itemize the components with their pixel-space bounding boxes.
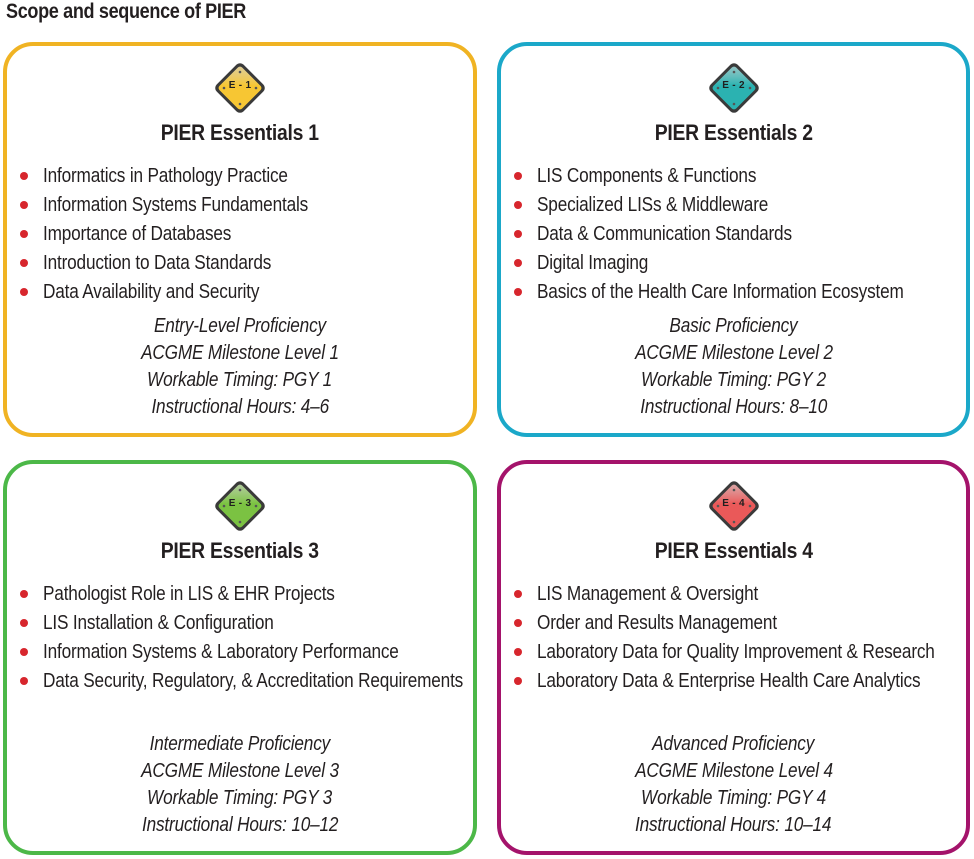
list-item (511, 221, 960, 248)
card-title (7, 538, 473, 564)
milestone-text: ACGME Milestone Level 4 (634, 760, 833, 782)
list-item (17, 581, 467, 608)
timing-text: Workable Timing: PGY 4 (640, 787, 827, 809)
proficiency-line (7, 313, 473, 340)
hours-line (501, 394, 966, 421)
proficiency-text: Intermediate Proficiency (149, 733, 331, 755)
bullet-dot-icon (514, 677, 522, 685)
topic-list (17, 581, 467, 697)
milestone-line (7, 340, 473, 367)
bullet-dot-icon (20, 677, 28, 685)
bullet-dot-icon (20, 172, 28, 180)
list-item (17, 279, 467, 306)
hours-line (7, 394, 473, 421)
card-title-text: PIER Essentials 1 (160, 120, 320, 145)
badge-4 (704, 476, 764, 536)
timing-line (7, 367, 473, 394)
badge-3 (210, 476, 270, 536)
card-essentials-2 (497, 42, 970, 437)
list-item-text: Information Systems Fundamentals (43, 194, 309, 216)
list-item (17, 250, 467, 277)
proficiency-info (7, 313, 473, 421)
list-item-text: LIS Installation & Configuration (43, 612, 274, 634)
badge-label: E - 1 (228, 80, 252, 91)
topic-list (511, 581, 960, 697)
list-item (511, 279, 960, 306)
card-title (7, 120, 473, 146)
proficiency-line (501, 731, 966, 758)
card-title (501, 538, 966, 564)
timing-text: Workable Timing: PGY 3 (147, 787, 333, 809)
list-item-text: Data & Communication Standards (537, 223, 792, 245)
list-item-text: Basics of the Health Care Information Ecosystem (537, 281, 904, 303)
bullet-dot-icon (20, 590, 28, 598)
milestone-text: ACGME Milestone Level 2 (634, 342, 833, 364)
list-item (17, 668, 467, 695)
list-item-text: Order and Results Management (537, 612, 777, 634)
milestone-line (501, 758, 966, 785)
badge-1 (210, 58, 270, 118)
card-essentials-1 (3, 42, 477, 437)
list-item (17, 163, 467, 190)
list-item-text: LIS Management & Oversight (537, 583, 759, 605)
topic-list (511, 163, 960, 308)
list-item-text: Laboratory Data & Enterprise Health Care Analytics (537, 670, 921, 692)
milestone-text: ACGME Milestone Level 3 (141, 760, 339, 782)
list-item (17, 639, 467, 666)
hours-text: Instructional Hours: 8–10 (640, 396, 827, 418)
card-essentials-4 (497, 460, 970, 855)
hours-line (7, 812, 473, 839)
proficiency-info (501, 313, 966, 421)
hours-text: Instructional Hours: 10–12 (141, 814, 339, 836)
timing-line (7, 785, 473, 812)
card-title-text: PIER Essentials 3 (160, 538, 320, 563)
list-item-text: LIS Components & Functions (537, 165, 757, 187)
milestone-line (501, 340, 966, 367)
list-item (511, 192, 960, 219)
list-item-text: Information Systems & Laboratory Performance (43, 641, 399, 663)
bullet-dot-icon (514, 230, 522, 238)
hours-text: Instructional Hours: 4–6 (151, 396, 329, 418)
bullet-dot-icon (514, 172, 522, 180)
list-item (511, 163, 960, 190)
list-item (511, 610, 960, 637)
list-item (17, 192, 467, 219)
list-item (511, 668, 960, 695)
bullet-dot-icon (514, 201, 522, 209)
proficiency-text: Entry-Level Proficiency (154, 315, 326, 337)
card-title-text: PIER Essentials 2 (654, 120, 813, 145)
bullet-dot-icon (514, 288, 522, 296)
proficiency-text: Advanced Proficiency (652, 733, 815, 755)
bullet-dot-icon (20, 230, 28, 238)
bullet-dot-icon (514, 648, 522, 656)
topic-list (17, 163, 467, 308)
badge-2 (704, 58, 764, 118)
bullet-dot-icon (20, 619, 28, 627)
list-item-text: Digital Imaging (537, 252, 649, 274)
bullet-dot-icon (514, 590, 522, 598)
milestone-line (7, 758, 473, 785)
badge-label: E - 3 (228, 498, 252, 509)
timing-text: Workable Timing: PGY 1 (147, 369, 333, 391)
list-item-text: Laboratory Data for Quality Improvement & Research (537, 641, 935, 663)
bullet-dot-icon (20, 648, 28, 656)
list-item-text: Introduction to Data Standards (43, 252, 272, 274)
list-item-text: Data Security, Regulatory, & Accreditation Requirements (43, 670, 464, 692)
list-item (511, 581, 960, 608)
badge-label: E - 2 (722, 80, 745, 91)
bullet-dot-icon (514, 259, 522, 267)
list-item-text: Importance of Databases (43, 223, 232, 245)
list-item-text: Pathologist Role in LIS & EHR Projects (43, 583, 335, 605)
list-item (17, 610, 467, 637)
proficiency-text: Basic Proficiency (669, 315, 798, 337)
card-title (501, 120, 966, 146)
list-item (511, 639, 960, 666)
list-item-text: Specialized LISs & Middleware (537, 194, 769, 216)
milestone-text: ACGME Milestone Level 1 (141, 342, 339, 364)
bullet-dot-icon (514, 619, 522, 627)
timing-text: Workable Timing: PGY 2 (640, 369, 827, 391)
proficiency-info (7, 731, 473, 839)
bullet-dot-icon (20, 259, 28, 267)
timing-line (501, 367, 966, 394)
list-item-text: Data Availability and Security (43, 281, 260, 303)
list-item (511, 250, 960, 277)
list-item (17, 221, 467, 248)
hours-text: Instructional Hours: 10–14 (635, 814, 832, 836)
list-item-text: Informatics in Pathology Practice (43, 165, 288, 187)
card-title-text: PIER Essentials 4 (654, 538, 813, 563)
proficiency-line (7, 731, 473, 758)
bullet-dot-icon (20, 201, 28, 209)
proficiency-info (501, 731, 966, 839)
badge-label: E - 4 (722, 498, 745, 509)
hours-line (501, 812, 966, 839)
card-essentials-3 (3, 460, 477, 855)
bullet-dot-icon (20, 288, 28, 296)
page-title: Scope and sequence of PIER (6, 0, 246, 23)
timing-line (501, 785, 966, 812)
proficiency-line (501, 313, 966, 340)
